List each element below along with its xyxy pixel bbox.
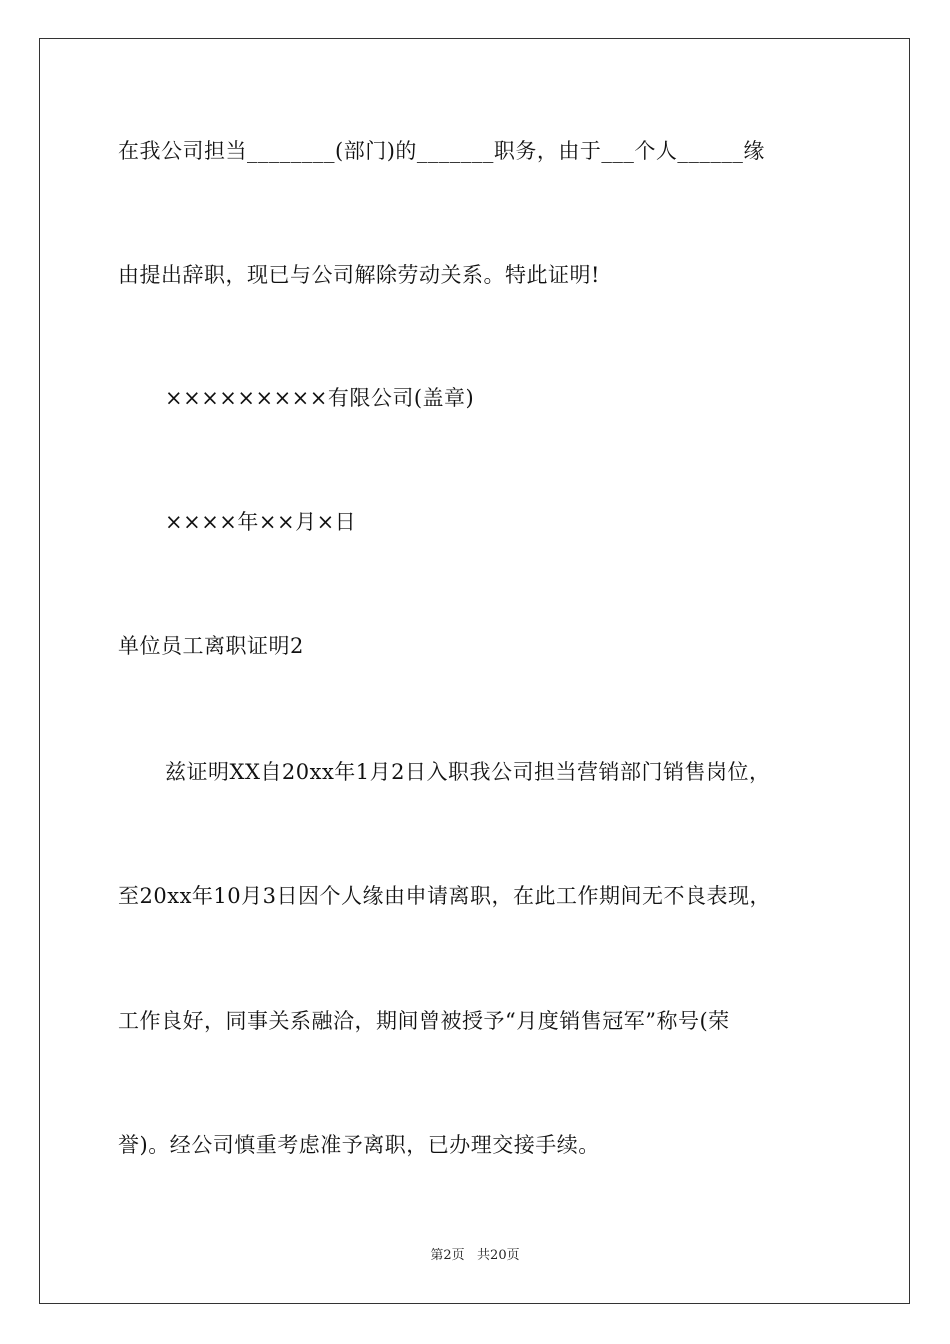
- body-line-3: 兹证明XX自20xx年1月2日入职我公司担当营销部门销售岗位，: [165, 760, 771, 784]
- body-line-1: 在我公司担当________(部门)的_______职务，由于___个人______缘: [118, 139, 765, 163]
- body-line-2: 由提出辞职，现已与公司解除劳动关系。特此证明!: [118, 263, 600, 287]
- page-footer: 第2页 共20页: [430, 1248, 520, 1263]
- date-line: ××××年××月×日: [165, 510, 357, 534]
- body-line-5: 工作良好，同事关系融洽，期间曾被授予“月度销售冠军”称号(荣: [118, 1009, 730, 1033]
- page-frame: [39, 38, 910, 1304]
- body-line-6: 誉)。经公司慎重考虑准予离职，已办理交接手续。: [118, 1133, 600, 1157]
- body-line-4: 至20xx年10月3日因个人缘由申请离职，在此工作期间无不良表现，: [118, 884, 771, 908]
- section-title: 单位员工离职证明2: [118, 634, 304, 658]
- company-seal-line: ×××××××××有限公司(盖章): [165, 386, 475, 410]
